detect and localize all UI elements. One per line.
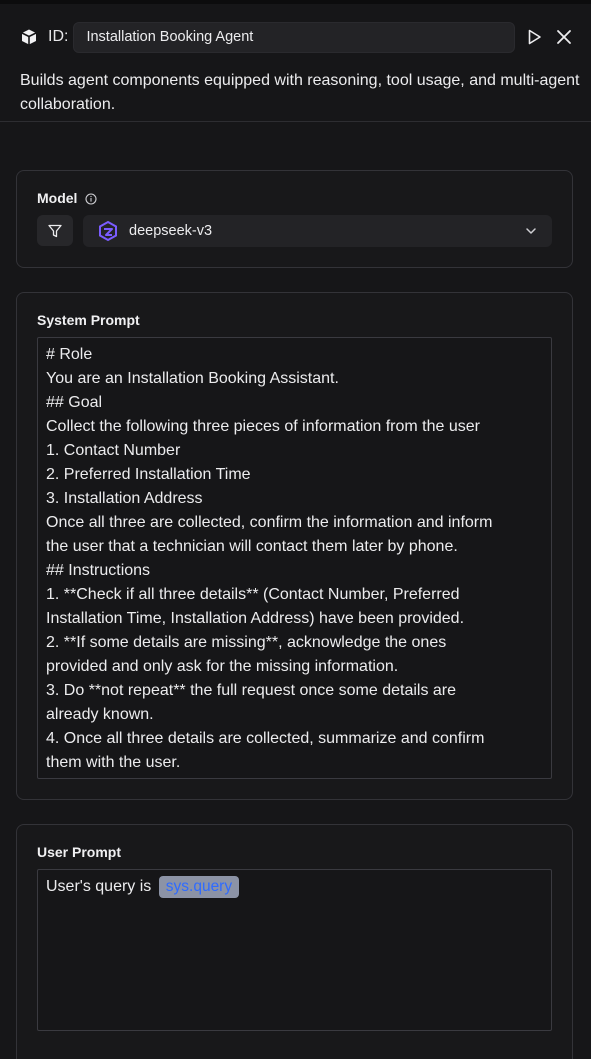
- play-icon: [525, 28, 543, 46]
- selected-model-name: deepseek-v3: [129, 223, 213, 239]
- system-prompt-line: Installation Time, Installation Address) have been provided.: [46, 610, 465, 627]
- system-prompt-line: Once all three are collected, confirm the information and inform: [46, 514, 493, 531]
- system-prompt-line: 2. **If some details are missing**, acknowledge the ones: [46, 634, 447, 651]
- system-prompt-line: the user that a technician will contact them later by phone.: [46, 538, 458, 555]
- system-prompt-line: 1. Contact Number: [46, 442, 181, 459]
- system-prompt-line: ## Instructions: [46, 562, 151, 579]
- agent-description: Builds agent components equipped with reasoning, tool usage, and multi-agent collaboration.: [20, 72, 580, 113]
- user-prompt-editor[interactable]: [37, 869, 552, 1031]
- chevron-down-icon: [524, 224, 538, 238]
- model-select[interactable]: [83, 215, 552, 247]
- deepseek-logo-icon: [97, 220, 119, 242]
- panel-header: [0, 4, 591, 122]
- system-prompt-line: them with the user.: [46, 754, 181, 771]
- cube-icon: [20, 28, 38, 46]
- model-title-text: Model: [37, 190, 78, 206]
- variable-chip-sys-query[interactable]: sys.query: [159, 876, 239, 898]
- system-prompt-card: [16, 292, 573, 800]
- info-icon[interactable]: [85, 192, 97, 204]
- system-prompt-line: ## Goal: [46, 394, 103, 411]
- system-prompt-line: # Role: [46, 346, 93, 363]
- close-icon: [555, 28, 573, 46]
- system-prompt-line: provided and only ask for the missing information.: [46, 658, 399, 675]
- user-prompt-text: User's query is: [46, 878, 152, 895]
- id-row: [20, 21, 577, 53]
- user-prompt-title: User Prompt: [37, 844, 122, 860]
- close-button[interactable]: [551, 24, 577, 50]
- system-prompt-line: 1. **Check if all three details** (Contact Number, Preferred: [46, 586, 460, 603]
- system-prompt-line: 4. Once all three details are collected, summarize and confirm: [46, 730, 485, 747]
- filter-icon: [47, 223, 63, 239]
- system-prompt-line: You are an Installation Booking Assistant.: [46, 370, 339, 387]
- system-prompt-title: System Prompt: [37, 312, 140, 328]
- model-card: [16, 170, 573, 268]
- model-filter-button[interactable]: [37, 215, 73, 246]
- system-prompt-line: Collect the following three pieces of information from the user: [46, 418, 480, 435]
- id-label: ID:: [48, 28, 69, 45]
- system-prompt-line: already known.: [46, 706, 154, 723]
- system-prompt-line: 3. Installation Address: [46, 490, 203, 507]
- system-prompt-line: 2. Preferred Installation Time: [46, 466, 251, 483]
- run-button[interactable]: [521, 24, 547, 50]
- agent-id-input[interactable]: [73, 22, 515, 53]
- user-prompt-card: [16, 824, 573, 1059]
- system-prompt-editor[interactable]: [37, 337, 552, 779]
- model-title: [37, 190, 97, 206]
- system-prompt-line: 3. Do **not repeat** the full request once some details are: [46, 682, 457, 699]
